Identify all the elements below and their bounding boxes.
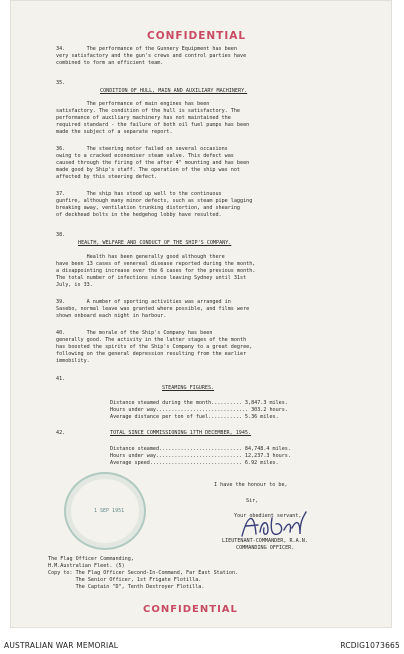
text-line: made good by Ship's staff. The operation of the ship was not <box>56 167 241 173</box>
closing-sir: Sir, <box>246 498 259 504</box>
confidential-stamp-bottom: CONFIDENTIAL <box>143 604 238 615</box>
text-line: have been 13 cases of venereal disease reported during the month, <box>56 261 256 267</box>
para-40: 40. The morale of the Ship's Company has been <box>56 330 213 336</box>
closing-servant: Your obedient servant, <box>234 513 302 519</box>
text-line: required standard - the failure of both oil fuel pumps has been <box>56 122 250 128</box>
text-line: immobility. <box>56 358 90 364</box>
text-line: generally good. The activity in the latter stages of the month <box>56 337 247 343</box>
para-38-number: 38. <box>56 232 66 238</box>
copy-to-line: The Senior Officer, 1st Frigate Flotilla. <box>48 577 202 583</box>
heading-hull-machinery: CONDITION OF HULL, MAIN AND AUXILIARY MACHINERY. <box>100 88 248 94</box>
text-line: performance of auxiliary machinery has not maintained the <box>56 115 231 121</box>
text-line: owing to a cracked economiser steam valve. This defect was <box>56 153 234 159</box>
text-line: The performance of main engines has been <box>56 101 210 107</box>
total-average-speed: Average speed.............................. 6.92 miles. <box>110 460 279 466</box>
text-line: breaking away, ventilation trunking distortion, and shearing <box>56 205 241 211</box>
text-line: caused through the firing of the after 4" mounting and has been <box>56 160 250 166</box>
text-line: following on the general depression resulting from the earlier <box>56 351 247 357</box>
text-line: Health has been generally good although there <box>56 254 225 260</box>
text-line: The total number of infections since leaving Sydney until 31st <box>56 275 247 281</box>
heading-health-welfare: HEALTH, WELFARE AND CONDUCT OF THE SHIP'S COMPANY. <box>78 240 232 246</box>
para-39: 39. A number of sporting activities was arranged in <box>56 299 231 305</box>
confidential-stamp-top: CONFIDENTIAL <box>147 30 247 42</box>
footer-record-id: RCDIG1073665 <box>340 641 400 650</box>
text-line: gunfire, although many minor defects, such as steam pipe lagging <box>56 198 253 204</box>
text-line: of deckhead bolts in the hedgehog lobby have resulted. <box>56 212 222 218</box>
document-page <box>10 0 392 628</box>
text-line: a disappointing increase over the 6 cases for the previous month. <box>56 268 256 274</box>
para-41-number: 41. <box>56 376 66 382</box>
text-line: shown onboard each night in harbour. <box>56 313 167 319</box>
text-line: satisfactory. The condition of the hull is satisfactory. The <box>56 108 241 114</box>
handwritten-signature <box>238 508 308 542</box>
heading-steaming-figures: STEAMING FIGURES. <box>162 385 215 391</box>
addressee-fleet: H.M.Australian Fleet. (5) <box>48 563 125 569</box>
copy-to-line: Copy to: The Flag Officer Second-In-Command, Far East Station. <box>48 570 239 576</box>
text-line: July, is 33. <box>56 282 93 288</box>
steaming-average: Average distance per ton of fuel........... 5.36 miles. <box>110 414 279 420</box>
total-hours: Hours under way............................ 12,237.3 hours. <box>110 453 291 459</box>
para-34: 34. The performance of the Gunnery Equipment has been <box>56 46 237 52</box>
text-line: very satisfactory and the gun's crews and control parties have <box>56 53 247 59</box>
addressee: The Flag Officer Commanding, <box>48 556 134 562</box>
para-37: 37. The ship has stood up well to the continuous <box>56 191 222 197</box>
text-line: has boosted the spirits of the Ship's Company to a great degree, <box>56 344 253 350</box>
footer-archive-name: AUSTRALIAN WAR MEMORIAL <box>4 641 119 650</box>
copy-to-line: The Captain "D", Tenth Destroyer Flotilla. <box>48 584 205 590</box>
text-line: combined to form an efficient team. <box>56 60 164 66</box>
closing-honour: I have the honour to be, <box>214 482 288 488</box>
signatory-rank: LIEUTENANT-COMMANDER, R.A.N. <box>222 538 308 544</box>
para-42-number: 42. <box>56 430 66 436</box>
received-stamp-date: 1 SEP 1951 <box>94 508 125 514</box>
signatory-title: COMMANDING OFFICER. <box>236 545 295 551</box>
steaming-hours: Hours under way.............................. 303.2 hours. <box>110 407 288 413</box>
para-36: 36. The steering motor failed on several occasions <box>56 146 228 152</box>
heading-total-since-commissioning: TOTAL SINCE COMMISSIONING 17TH DECEMBER, 1945. <box>110 430 252 436</box>
text-line: affected by this steering defect. <box>56 174 158 180</box>
text-line: Sasebo, normal leave was granted where possible, and films were <box>56 306 250 312</box>
steaming-distance: Distance steamed during the month.......... 3,847.3 miles. <box>110 400 288 406</box>
total-distance: Distance steamed........................... 84,748.4 miles. <box>110 446 291 452</box>
text-line: made the subject of a separate report. <box>56 129 173 135</box>
para-35-number: 35. <box>56 80 66 86</box>
